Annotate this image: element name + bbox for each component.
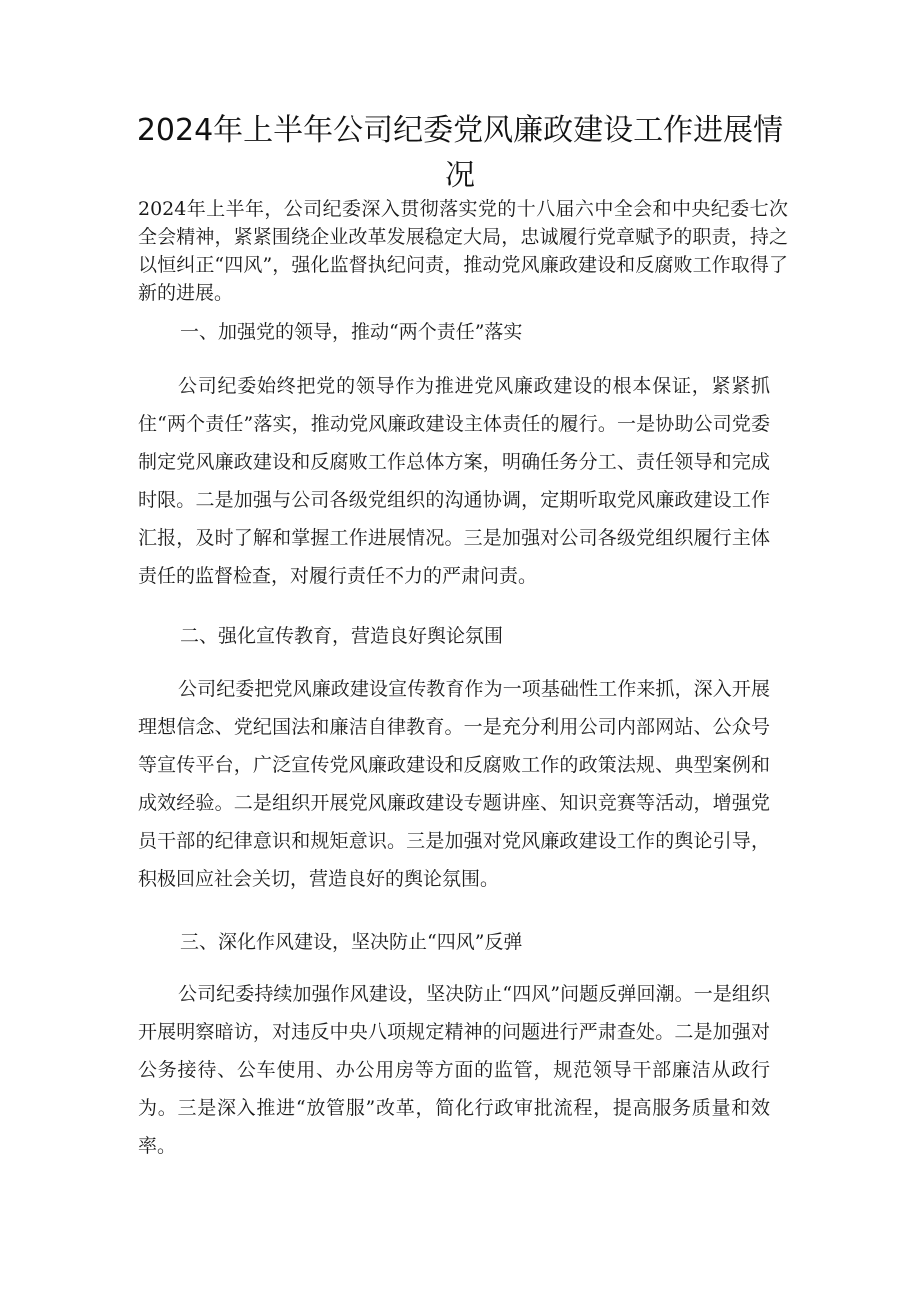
section-paragraph-1: 公司纪委始终把党的领导作为推进党风廉政建设的根本保证，紧紧抓住“两个责任”落实，推动党风廉政建设主体责任的履行。一是协助公司党委制定党风廉政建设和反腐败工作总体方案，明确任务分工、责任领导和完成时限。二是加强与公司各级党组织的沟通协调，定期听取党风廉政建设工作汇报，及时了解和掌握工作进展情况。三是加强对公司各级党组织履行主体责任的监督检查，对履行责任不力的严肃问责。 — [138, 375, 770, 587]
section-paragraph-2: 公司纪委把党风廉政建设宣传教育作为一项基础性工作来抓，深入开展理想信念、党纪国法和廉洁自律教育。一是充分利用公司内部网站、公众号等宣传平台，广泛宣传党风廉政建设和反腐败工作的政策法规、典型案例和成效经验。二是组织开展党风廉政建设专题讲座、知识竞赛等活动，增强党员干部的纪律意识和规矩意识。三是加强对党风廉政建设工作的舆论引导，积极回应社会关切，营造良好的舆论氛围。 — [138, 678, 770, 890]
section-heading-1: 一、加强党的领导，推动“两个责任”落实 — [180, 321, 523, 343]
section-paragraph-3: 公司纪委持续加强作风建设，坚决防止“四风”问题反弹回潮。一是组织开展明察暗访，对违反中央八项规定精神的问题进行严肃查处。二是加强对公务接待、公车使用、办公用房等方面的监管，规范领导干部廉洁从政行为。三是深入推进“放管服”改革，简化行政审批流程，提高服务质量和效率。 — [138, 983, 770, 1157]
intro-paragraph: 2024年上半年，公司纪委深入贯彻落实党的十八届六中全会和中央纪委七次全会精神，紧紧围绕企业改革发展稳定大局，忠诚履行党章赋予的职责，持之以恒纠正“四风”，强化监督执纪问责，推动党风廉政建设和反腐败工作取得了新的进展。 — [138, 198, 788, 304]
document-title: 2024年上半年公司纪委党风廉政建设工作进展情况 — [136, 113, 784, 193]
section-heading-3: 三、深化作风建设，坚决防止“四风”反弹 — [180, 931, 523, 953]
section-heading-2: 二、强化宣传教育，营造良好舆论氛围 — [180, 625, 504, 647]
